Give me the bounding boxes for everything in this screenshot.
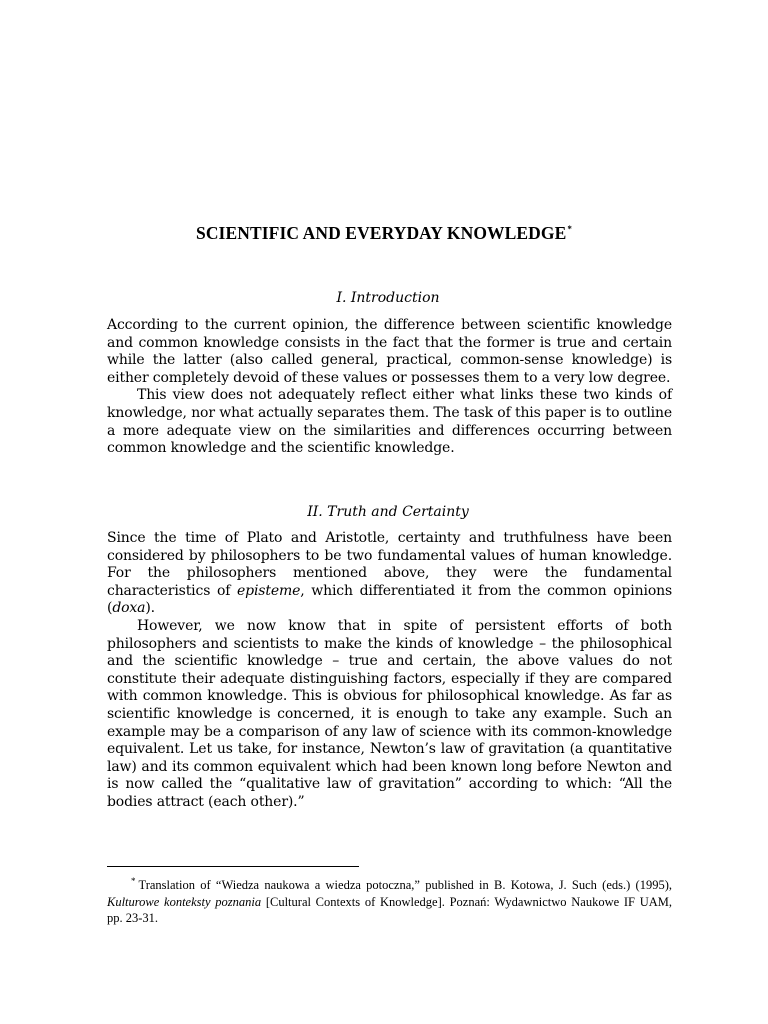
paragraph: According to the current opinion, the difference between scientific knowledge and common knowledge consists in the fact that the former is true and certain while the latter (also called general, practical, common-sense knowledge) is either completely devoid of these values or possesses them to a very low degree.: [107, 317, 672, 386]
document-title: [0, 223, 768, 244]
paragraph: [107, 530, 672, 618]
section-heading-introduction: I. Introduction: [336, 290, 440, 306]
footnote-divider: [107, 866, 359, 867]
section-body-introduction: [107, 317, 672, 458]
section-heading-truth-and-certainty: II. Truth and Certainty: [307, 504, 469, 520]
section-body-truth-and-certainty: [107, 530, 672, 812]
paragraph-text: ).: [145, 600, 155, 617]
title-text: SCIENTIFIC AND EVERYDAY KNOWLEDGE: [195, 223, 567, 243]
paragraph-text: Since the time of Plato and Aristotle, certainty and truthfulness have been considered by philosophers to be two fundamental values of human knowledge. For the philosophers mentioned above, they were the fundamental characteristics of: [107, 530, 672, 599]
footnote: [107, 873, 672, 927]
paragraph: This view does not adequately reflect either what links these two kinds of knowledge, nor what actually separates them. The task of this paper is to outline a more adequate view on the similarities and differences occurring between common knowledge and the scientific knowledge.: [107, 387, 672, 457]
title-footnote-mark: *: [567, 224, 573, 234]
footnote-mark: *: [131, 876, 136, 886]
paragraph-text: , which differentiated it from the common opinions (: [107, 582, 673, 617]
term-doxa: doxa: [112, 600, 146, 617]
footnote-text: [Cultural Contexts of Knowledge]. Poznań: Wydawnictwo Naukowe IF UAM, pp. 23-31.: [107, 894, 672, 925]
term-episteme: episteme: [237, 582, 301, 599]
footnote-book-title: Kulturowe konteksty poznania: [107, 894, 262, 909]
paragraph: However, we now know that in spite of persistent efforts of both philosophers and scientists to make the kinds of knowledge – the philosophical and the scientific knowledge – true and certain, the above values do not constitute their adequate distinguishing factors, especially if they are compared with common knowledge. This is obvious for philosophical knowledge. As far as scientific knowledge is concerned, it is enough to take any example. Such an example may be a comparison of any law of science with its common-knowledge equivalent. Let us take, for instance, Newton’s law of gravitation (a quantitative law) and its common equivalent which had been known long before Newton and is now called the “qualitative law of gravitation” according to which: “All the bodies attract (each other).”: [107, 617, 672, 810]
footnote-text: Translation of “Wiedza naukowa a wiedza potoczna,” published in B. Kotowa, J. Such (eds.) (1995),: [138, 878, 672, 892]
